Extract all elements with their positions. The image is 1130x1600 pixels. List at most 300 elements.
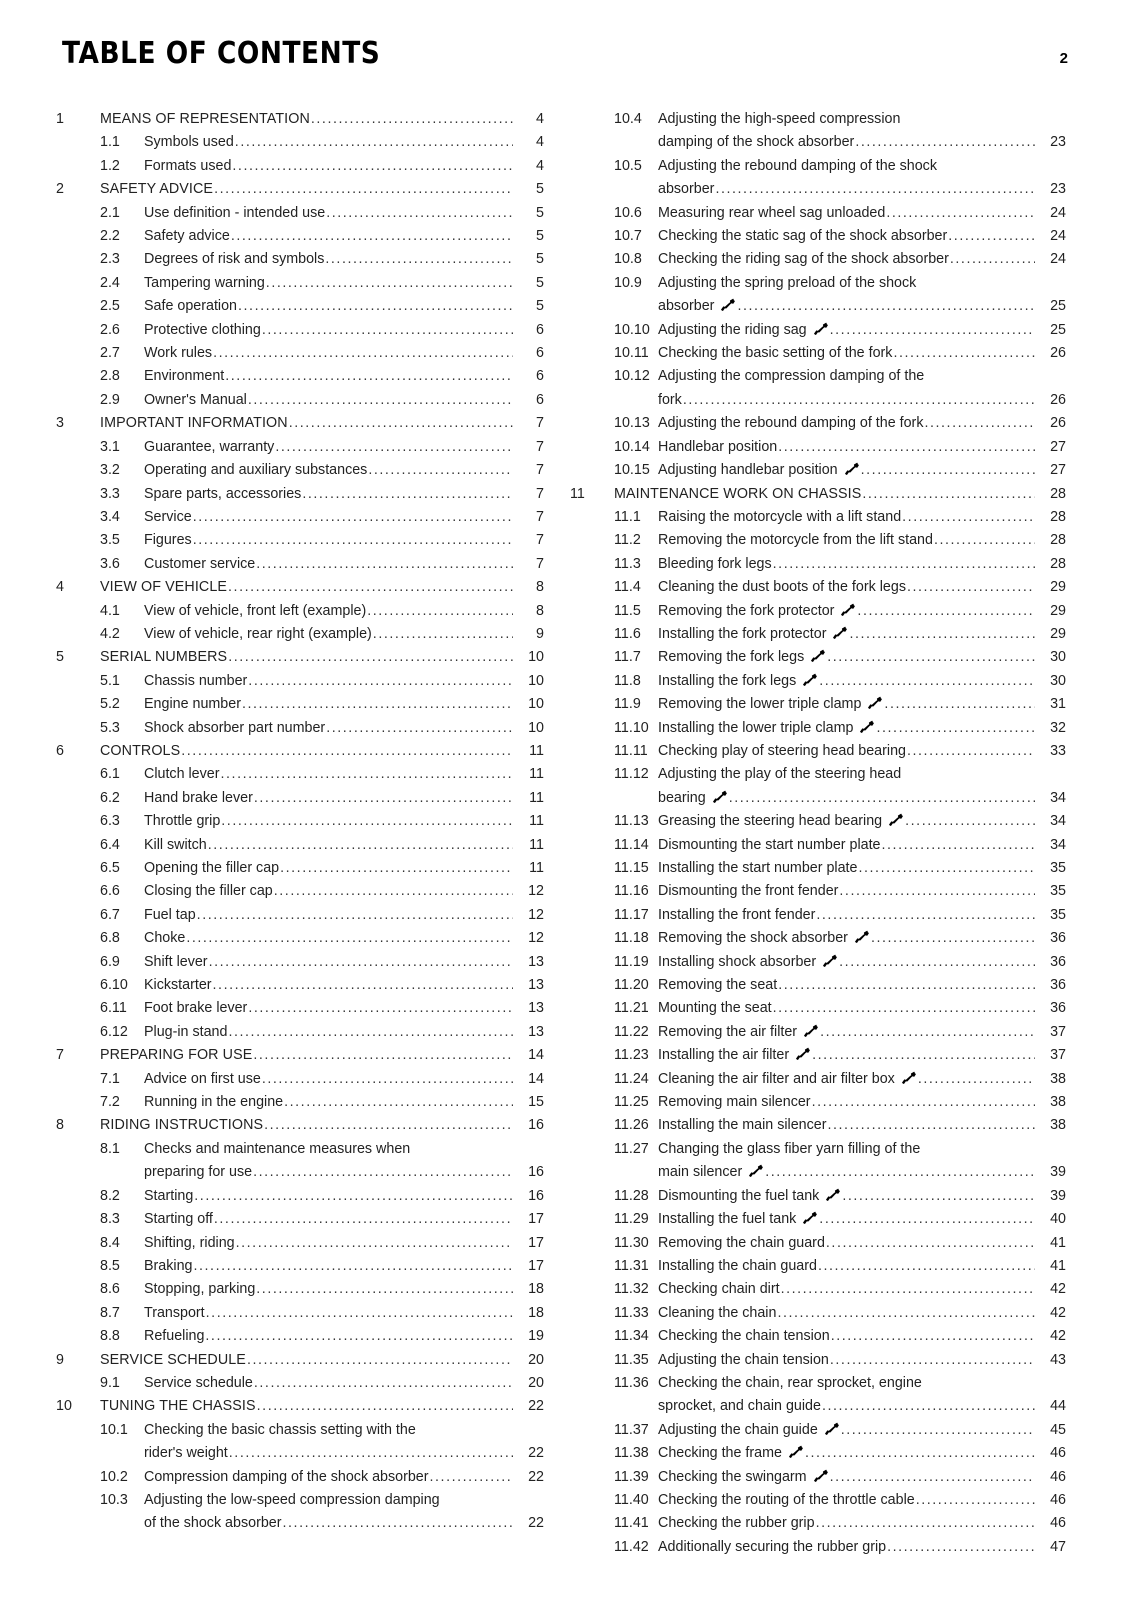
toc-section-row[interactable] bbox=[570, 623, 1066, 646]
toc-section-row[interactable] bbox=[56, 623, 544, 646]
toc-entry-number: 6.2 bbox=[100, 789, 120, 806]
toc-section-row[interactable] bbox=[570, 131, 1066, 154]
toc-section-row[interactable] bbox=[570, 178, 1066, 201]
toc-entry-number: 2.2 bbox=[100, 228, 120, 245]
toc-entry-label: Customer service bbox=[144, 555, 256, 572]
toc-entry-body bbox=[658, 1138, 1035, 1161]
dot-leader bbox=[830, 319, 1035, 342]
toc-entry-page: 35 bbox=[1050, 883, 1066, 900]
toc-entry-page: 46 bbox=[1050, 1445, 1066, 1462]
toc-section-row[interactable] bbox=[56, 319, 544, 342]
toc-entry-label: Installing the lower triple clamp bbox=[658, 719, 854, 736]
toc-entry-label: Checking the routing of the throttle cable bbox=[658, 1491, 915, 1508]
toc-section-row[interactable] bbox=[570, 1138, 1066, 1161]
dot-leader bbox=[948, 225, 1035, 248]
toc-entry-body bbox=[144, 1161, 513, 1184]
toc-entry-number: 10 bbox=[56, 1398, 72, 1415]
dot-leader bbox=[778, 436, 1035, 459]
toc-section-row[interactable] bbox=[570, 740, 1066, 763]
toc-section-row[interactable] bbox=[570, 389, 1066, 412]
toc-section-row[interactable] bbox=[570, 600, 1066, 623]
toc-entry-body bbox=[658, 1255, 1035, 1278]
toc-chapter-row[interactable] bbox=[56, 1114, 544, 1137]
toc-entry-number: 11.14 bbox=[614, 836, 649, 853]
toc-entry-label: Adjusting the rebound damping of the fork bbox=[658, 415, 924, 432]
toc-section-row[interactable] bbox=[570, 1208, 1066, 1231]
toc-entry-page: 29 bbox=[1050, 602, 1066, 619]
wrench-icon bbox=[832, 626, 847, 639]
toc-entry-body bbox=[144, 506, 513, 529]
toc-section-row[interactable] bbox=[570, 272, 1066, 295]
toc-entry-body bbox=[658, 1325, 1035, 1348]
toc-entry-label: Transport bbox=[144, 1304, 205, 1321]
toc-entry-label: Installing the front fender bbox=[658, 906, 816, 923]
toc-section-row[interactable] bbox=[570, 1232, 1066, 1255]
toc-entry-body bbox=[100, 646, 513, 669]
toc-section-row[interactable] bbox=[570, 412, 1066, 435]
toc-chapter-row[interactable] bbox=[56, 1395, 544, 1418]
toc-section-row[interactable] bbox=[56, 225, 544, 248]
toc-section-row[interactable] bbox=[56, 670, 544, 693]
toc-section-row[interactable] bbox=[570, 1466, 1066, 1489]
toc-chapter-row[interactable] bbox=[56, 178, 544, 201]
toc-section-row[interactable] bbox=[570, 365, 1066, 388]
toc-entry-number: 6.3 bbox=[100, 813, 120, 830]
toc-section-row[interactable] bbox=[56, 553, 544, 576]
toc-section-row[interactable] bbox=[570, 974, 1066, 997]
toc-section-row[interactable] bbox=[570, 202, 1066, 225]
toc-section-row[interactable] bbox=[56, 529, 544, 552]
toc-entry-page: 17 bbox=[528, 1234, 544, 1251]
toc-section-row[interactable] bbox=[56, 810, 544, 833]
toc-entry-body bbox=[658, 623, 1035, 646]
toc-section-row[interactable] bbox=[570, 1044, 1066, 1067]
toc-column-left bbox=[56, 108, 544, 1536]
toc-section-row[interactable] bbox=[570, 693, 1066, 716]
toc-section-row[interactable] bbox=[56, 131, 544, 154]
toc-section-row[interactable] bbox=[56, 1302, 544, 1325]
dot-leader bbox=[819, 1208, 1035, 1231]
toc-entry-label: Figures bbox=[144, 532, 192, 549]
dot-leader bbox=[248, 670, 513, 693]
dot-leader bbox=[855, 131, 1035, 154]
dot-leader bbox=[805, 1442, 1035, 1465]
toc-entry-body bbox=[658, 295, 1035, 318]
toc-entry-page: 7 bbox=[536, 555, 544, 572]
page-title: TABLE OF CONTENTS bbox=[62, 36, 381, 71]
toc-entry-label: Foot brake lever bbox=[144, 1000, 248, 1017]
toc-entry-body bbox=[144, 1489, 513, 1512]
toc-section-row[interactable] bbox=[56, 1278, 544, 1301]
toc-entry-body bbox=[658, 412, 1035, 435]
toc-entry-number: 11.35 bbox=[614, 1351, 649, 1368]
toc-entry-label: Choke bbox=[144, 930, 186, 947]
toc-entry-number: 10.13 bbox=[614, 415, 650, 432]
toc-section-row[interactable] bbox=[56, 1185, 544, 1208]
toc-section-row[interactable] bbox=[570, 670, 1066, 693]
toc-section-row[interactable] bbox=[56, 600, 544, 623]
toc-entry-label: Removing the motorcycle from the lift stand bbox=[658, 532, 933, 549]
toc-entry-page: 24 bbox=[1050, 251, 1066, 268]
toc-entry-label: Refueling bbox=[144, 1328, 205, 1345]
toc-entry-page: 39 bbox=[1050, 1187, 1066, 1204]
toc-entry-label: Use definition - intended use bbox=[144, 204, 326, 221]
toc-entry-label: Dismounting the front fender bbox=[658, 883, 839, 900]
toc-entry-body bbox=[658, 717, 1035, 740]
toc-chapter-row[interactable] bbox=[56, 108, 544, 131]
toc-section-row[interactable] bbox=[56, 763, 544, 786]
wrench-icon bbox=[840, 603, 855, 616]
toc-entry-body bbox=[658, 600, 1035, 623]
toc-entry-label: Installing the fuel tank bbox=[658, 1211, 797, 1228]
toc-entry-body bbox=[658, 1278, 1035, 1301]
toc-entry-page: 5 bbox=[536, 274, 544, 291]
toc-section-row[interactable] bbox=[570, 342, 1066, 365]
toc-section-row[interactable] bbox=[570, 1114, 1066, 1137]
toc-section-row[interactable] bbox=[570, 1161, 1066, 1184]
dot-leader bbox=[827, 1114, 1035, 1137]
toc-entry-body bbox=[144, 272, 513, 295]
dot-leader bbox=[893, 342, 1035, 365]
toc-section-row[interactable] bbox=[570, 1302, 1066, 1325]
toc-entry-body bbox=[100, 412, 513, 435]
toc-section-row[interactable] bbox=[56, 155, 544, 178]
dot-leader bbox=[186, 927, 513, 950]
toc-section-row[interactable] bbox=[570, 225, 1066, 248]
wrench-icon bbox=[795, 1047, 810, 1060]
toc-entry-number: 10.3 bbox=[100, 1491, 128, 1508]
toc-section-row[interactable] bbox=[56, 1138, 544, 1161]
toc-entry-page: 11 bbox=[529, 742, 544, 759]
dot-leader bbox=[812, 1044, 1035, 1067]
toc-section-row[interactable] bbox=[570, 1021, 1066, 1044]
toc-entry-page: 36 bbox=[1050, 977, 1066, 994]
wrench-icon bbox=[859, 720, 874, 733]
dot-leader bbox=[221, 810, 513, 833]
toc-entry-number: 2.5 bbox=[100, 298, 120, 315]
toc-chapter-row[interactable] bbox=[56, 576, 544, 599]
toc-chapter-row[interactable] bbox=[56, 740, 544, 763]
toc-entry-page: 10 bbox=[528, 696, 544, 713]
toc-section-row[interactable] bbox=[56, 880, 544, 903]
toc-entry-page: 16 bbox=[528, 1117, 544, 1134]
toc-entry-label: Adjusting the chain guide bbox=[658, 1421, 818, 1438]
toc-section-row[interactable] bbox=[570, 1068, 1066, 1091]
toc-entry-label: Owner's Manual bbox=[144, 391, 247, 408]
toc-entry-label: Shift lever bbox=[144, 953, 208, 970]
toc-entry-body bbox=[144, 927, 513, 950]
toc-entry-label: Adjusting the rebound damping of the shock bbox=[658, 157, 937, 174]
toc-entry-label: Cleaning the chain bbox=[658, 1304, 777, 1321]
toc-section-row[interactable] bbox=[56, 389, 544, 412]
wrench-icon bbox=[748, 1164, 763, 1177]
toc-section-row[interactable] bbox=[570, 319, 1066, 342]
toc-section-row[interactable] bbox=[570, 506, 1066, 529]
toc-entry-page: 36 bbox=[1050, 930, 1066, 947]
toc-entry-page: 23 bbox=[1050, 181, 1066, 198]
toc-entry-body bbox=[144, 1302, 513, 1325]
dot-leader bbox=[181, 740, 513, 763]
toc-entry-label: View of vehicle, rear right (example) bbox=[144, 625, 372, 642]
toc-entry-number: 2 bbox=[56, 181, 64, 198]
toc-entry-page: 22 bbox=[528, 1445, 544, 1462]
toc-entry-body bbox=[144, 1325, 513, 1348]
toc-entry-body bbox=[658, 974, 1035, 997]
toc-section-row[interactable] bbox=[570, 1395, 1066, 1418]
toc-section-row[interactable] bbox=[570, 1536, 1066, 1559]
toc-entry-body bbox=[658, 1512, 1035, 1535]
toc-section-row[interactable] bbox=[56, 1021, 544, 1044]
dot-leader bbox=[256, 553, 513, 576]
toc-section-row[interactable] bbox=[56, 1161, 544, 1184]
toc-entry-number: 6.11 bbox=[100, 1000, 127, 1017]
toc-entry-number: 11.30 bbox=[614, 1234, 649, 1251]
toc-section-row[interactable] bbox=[570, 295, 1066, 318]
dot-leader bbox=[839, 951, 1035, 974]
toc-entry-label: SAFETY ADVICE bbox=[100, 181, 214, 198]
toc-section-row[interactable] bbox=[56, 1255, 544, 1278]
toc-section-row[interactable] bbox=[570, 904, 1066, 927]
dot-leader bbox=[256, 1278, 513, 1301]
toc-entry-label: CONTROLS bbox=[100, 742, 181, 759]
dot-leader bbox=[816, 904, 1035, 927]
toc-section-row[interactable] bbox=[56, 483, 544, 506]
toc-section-row[interactable] bbox=[570, 1512, 1066, 1535]
toc-section-row[interactable] bbox=[56, 787, 544, 810]
toc-entry-number: 8.1 bbox=[100, 1140, 120, 1157]
toc-chapter-row[interactable] bbox=[56, 1349, 544, 1372]
toc-section-row[interactable] bbox=[570, 459, 1066, 482]
toc-entry-label: Checking the swingarm bbox=[658, 1468, 807, 1485]
toc-section-row[interactable] bbox=[570, 810, 1066, 833]
toc-section-row[interactable] bbox=[570, 717, 1066, 740]
toc-entry-number: 6.6 bbox=[100, 883, 120, 900]
toc-section-row[interactable] bbox=[56, 1419, 544, 1442]
toc-entry-number: 11.20 bbox=[614, 977, 649, 994]
toc-entry-body bbox=[144, 553, 513, 576]
toc-entry-label: Adjusting the high-speed compression bbox=[658, 111, 901, 127]
toc-section-row[interactable] bbox=[56, 834, 544, 857]
toc-entry-number: 10.7 bbox=[614, 228, 642, 245]
toc-entry-page: 26 bbox=[1050, 415, 1066, 432]
toc-section-row[interactable] bbox=[56, 857, 544, 880]
toc-section-row[interactable] bbox=[570, 108, 1066, 131]
toc-entry-body bbox=[144, 810, 513, 833]
toc-entry-body bbox=[658, 1232, 1035, 1255]
toc-section-row[interactable] bbox=[56, 506, 544, 529]
toc-entry-number: 11.15 bbox=[614, 860, 649, 876]
toc-entry-page: 11 bbox=[529, 789, 544, 806]
toc-entry-number: 6.4 bbox=[100, 836, 120, 853]
toc-entry-number: 11.25 bbox=[614, 1094, 649, 1111]
toc-section-row[interactable] bbox=[56, 951, 544, 974]
toc-section-row[interactable] bbox=[56, 717, 544, 740]
dot-leader bbox=[208, 834, 513, 857]
toc-entry-number: 11.23 bbox=[614, 1047, 649, 1064]
toc-entry-body bbox=[658, 225, 1035, 248]
toc-section-row[interactable] bbox=[56, 202, 544, 225]
toc-section-row[interactable] bbox=[56, 1208, 544, 1231]
toc-section-row[interactable] bbox=[570, 1091, 1066, 1114]
toc-entry-number: 11.19 bbox=[614, 953, 649, 970]
toc-section-row[interactable] bbox=[56, 1325, 544, 1348]
toc-section-row[interactable] bbox=[56, 1091, 544, 1114]
toc-entry-number: 6.12 bbox=[100, 1023, 128, 1040]
dot-leader bbox=[950, 248, 1035, 271]
toc-entry-number: 10.5 bbox=[614, 157, 642, 174]
toc-entry-label: Closing the filler cap bbox=[144, 883, 273, 900]
toc-section-row[interactable] bbox=[570, 248, 1066, 271]
dot-leader bbox=[886, 202, 1035, 225]
toc-entry-number: 8.3 bbox=[100, 1211, 120, 1228]
dot-leader bbox=[213, 342, 513, 365]
toc-section-row[interactable] bbox=[56, 1232, 544, 1255]
toc-section-row[interactable] bbox=[570, 927, 1066, 950]
toc-section-row[interactable] bbox=[570, 1278, 1066, 1301]
toc-section-row[interactable] bbox=[570, 1442, 1066, 1465]
toc-section-row[interactable] bbox=[56, 1068, 544, 1091]
toc-entry-body bbox=[658, 740, 1035, 763]
toc-entry-body bbox=[144, 365, 513, 388]
toc-entry-label: Checking the rubber grip bbox=[658, 1515, 815, 1532]
toc-section-row[interactable] bbox=[56, 248, 544, 271]
toc-section-row[interactable] bbox=[56, 459, 544, 482]
toc-section-row[interactable] bbox=[56, 1442, 544, 1465]
toc-section-row[interactable] bbox=[56, 295, 544, 318]
toc-section-row[interactable] bbox=[570, 1255, 1066, 1278]
dot-leader bbox=[367, 600, 513, 623]
toc-section-row[interactable] bbox=[570, 1185, 1066, 1208]
toc-entry-label: bearing bbox=[658, 789, 706, 806]
toc-section-row[interactable] bbox=[570, 997, 1066, 1020]
toc-chapter-row[interactable] bbox=[570, 483, 1066, 506]
toc-entry-number: 1 bbox=[56, 111, 64, 127]
toc-entry-body bbox=[144, 248, 513, 271]
toc-entry-page: 22 bbox=[528, 1468, 544, 1485]
toc-section-row[interactable] bbox=[570, 1419, 1066, 1442]
toc-entry-label: Spare parts, accessories bbox=[144, 485, 302, 502]
dot-leader bbox=[373, 623, 513, 646]
toc-entry-page: 34 bbox=[1050, 813, 1066, 830]
toc-section-row[interactable] bbox=[56, 904, 544, 927]
dot-leader bbox=[238, 295, 513, 318]
toc-entry-label: VIEW OF VEHICLE bbox=[100, 579, 228, 596]
toc-entry-page: 29 bbox=[1050, 625, 1066, 642]
toc-entry-page: 20 bbox=[528, 1374, 544, 1391]
toc-entry-label: Measuring rear wheel sag unloaded bbox=[658, 204, 886, 221]
toc-entry-number: 11.3 bbox=[614, 555, 641, 572]
toc-entry-number: 8.5 bbox=[100, 1257, 120, 1274]
dot-leader bbox=[871, 927, 1035, 950]
dot-leader bbox=[781, 1278, 1035, 1301]
toc-entry-body bbox=[658, 272, 1035, 295]
dot-leader bbox=[830, 1349, 1035, 1372]
toc-chapter-row[interactable] bbox=[56, 646, 544, 669]
toc-section-row[interactable] bbox=[570, 857, 1066, 880]
toc-entry-number: 3.3 bbox=[100, 485, 120, 502]
toc-entry-number: 11.28 bbox=[614, 1187, 649, 1204]
toc-section-row[interactable] bbox=[56, 1489, 544, 1512]
dot-leader bbox=[830, 1466, 1035, 1489]
wrench-icon bbox=[788, 1445, 803, 1458]
toc-section-row[interactable] bbox=[570, 951, 1066, 974]
toc-section-row[interactable] bbox=[570, 787, 1066, 810]
toc-section-row[interactable] bbox=[570, 1325, 1066, 1348]
toc-entry-label: Cleaning the air filter and air filter box bbox=[658, 1070, 895, 1087]
toc-section-row[interactable] bbox=[570, 763, 1066, 786]
toc-section-row[interactable] bbox=[56, 927, 544, 950]
toc-entry-label: preparing for use bbox=[144, 1164, 253, 1181]
toc-section-row[interactable] bbox=[570, 1372, 1066, 1395]
toc-section-row[interactable] bbox=[56, 1372, 544, 1395]
toc-entry-body bbox=[658, 1114, 1035, 1137]
toc-section-row[interactable] bbox=[570, 436, 1066, 459]
toc-entry-number: 11.2 bbox=[614, 532, 641, 549]
dot-leader bbox=[858, 857, 1035, 880]
toc-entry-body bbox=[144, 834, 513, 857]
toc-entry-body bbox=[658, 880, 1035, 903]
toc-entry-number: 7.2 bbox=[100, 1094, 120, 1111]
toc-chapter-row[interactable] bbox=[56, 1044, 544, 1067]
toc-entry-page: 41 bbox=[1050, 1234, 1066, 1251]
toc-section-row[interactable] bbox=[570, 1489, 1066, 1512]
toc-section-row[interactable] bbox=[570, 576, 1066, 599]
toc-entry-body bbox=[144, 1512, 513, 1535]
toc-entry-page: 38 bbox=[1050, 1094, 1066, 1111]
toc-entry-label: Shock absorber part number bbox=[144, 719, 326, 736]
toc-section-row[interactable] bbox=[570, 553, 1066, 576]
toc-section-row[interactable] bbox=[56, 1466, 544, 1489]
dot-leader bbox=[778, 974, 1035, 997]
toc-section-row[interactable] bbox=[56, 365, 544, 388]
toc-entry-number: 2.4 bbox=[100, 274, 120, 291]
toc-entry-body bbox=[144, 202, 513, 225]
toc-section-row[interactable] bbox=[56, 997, 544, 1020]
toc-section-row[interactable] bbox=[56, 436, 544, 459]
toc-entry-number: 8.2 bbox=[100, 1187, 120, 1204]
toc-entry-page: 6 bbox=[536, 321, 544, 338]
toc-entry-number: 3.6 bbox=[100, 555, 120, 572]
toc-entry-label: View of vehicle, front left (example) bbox=[144, 602, 367, 619]
toc-section-row[interactable] bbox=[570, 1349, 1066, 1372]
toc-entry-body bbox=[144, 389, 513, 412]
toc-section-row[interactable] bbox=[570, 155, 1066, 178]
dot-leader bbox=[248, 389, 513, 412]
toc-entry-label: Checks and maintenance measures when bbox=[144, 1140, 411, 1157]
toc-entry-number: 10.14 bbox=[614, 438, 650, 455]
toc-section-row[interactable] bbox=[56, 272, 544, 295]
toc-entry-page: 34 bbox=[1050, 789, 1066, 806]
toc-section-row[interactable] bbox=[570, 834, 1066, 857]
toc-entry-label: MEANS OF REPRESENTATION bbox=[100, 111, 310, 127]
toc-entry-label: Checking the static sag of the shock absorber bbox=[658, 228, 948, 245]
toc-section-row[interactable] bbox=[570, 529, 1066, 552]
toc-section-row[interactable] bbox=[56, 1512, 544, 1535]
dot-leader bbox=[194, 1185, 513, 1208]
toc-entry-number: 11.31 bbox=[614, 1257, 649, 1274]
toc-entry-body bbox=[100, 1395, 513, 1418]
toc-entry-page: 10 bbox=[528, 672, 544, 689]
toc-section-row[interactable] bbox=[56, 693, 544, 716]
toc-section-row[interactable] bbox=[570, 646, 1066, 669]
toc-section-row[interactable] bbox=[56, 974, 544, 997]
toc-chapter-row[interactable] bbox=[56, 412, 544, 435]
wrench-icon bbox=[802, 1211, 817, 1224]
dot-leader bbox=[229, 1442, 513, 1465]
toc-section-row[interactable] bbox=[56, 342, 544, 365]
toc-entry-page: 27 bbox=[1050, 462, 1066, 479]
toc-section-row[interactable] bbox=[570, 880, 1066, 903]
